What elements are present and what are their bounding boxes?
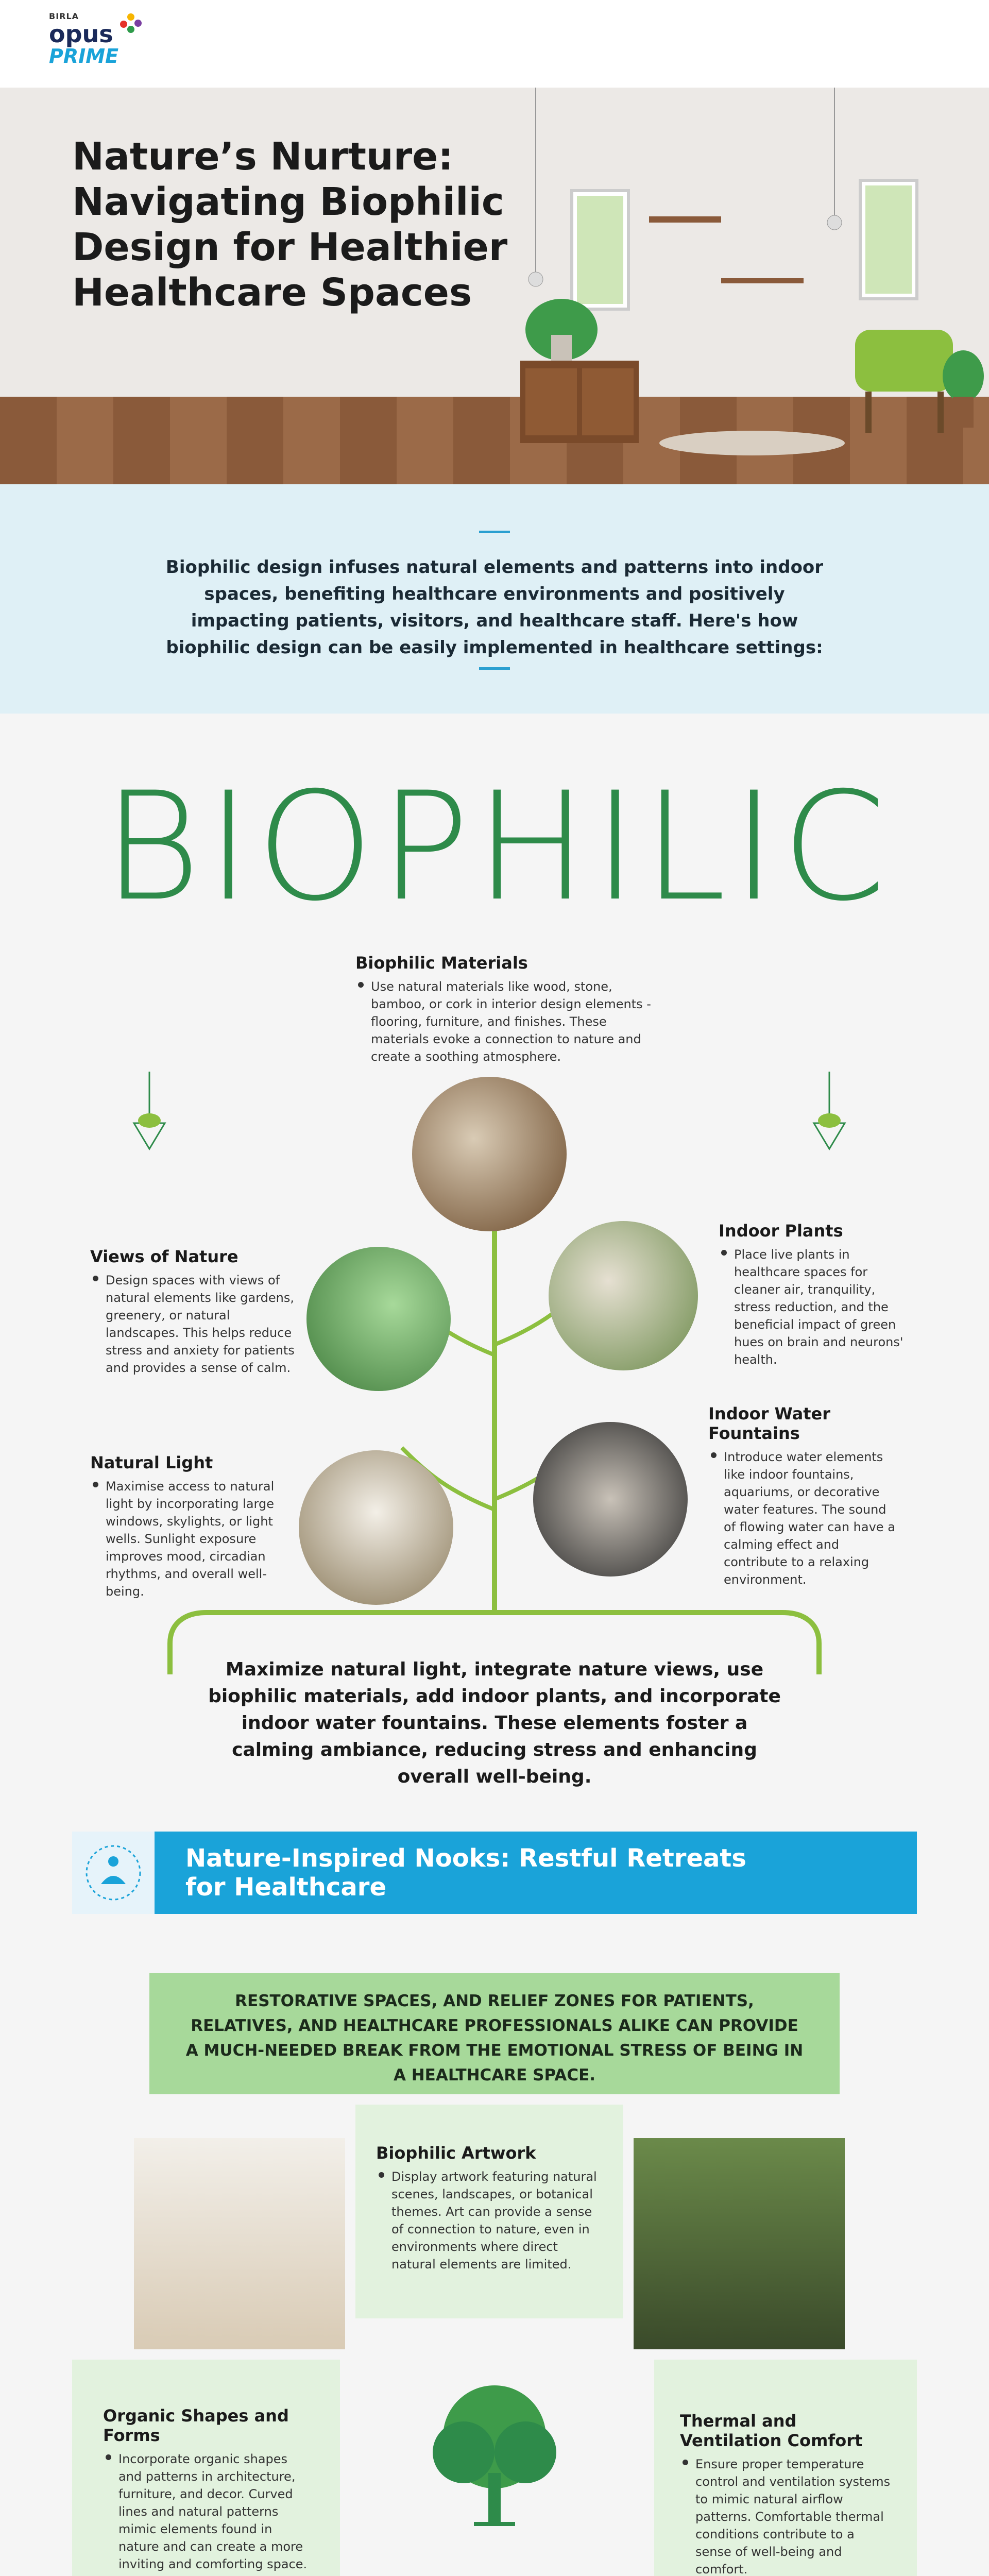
- thermal-title: Thermal and Ventilation Comfort: [680, 2411, 863, 2450]
- letter-c: C: [781, 760, 886, 934]
- plants-block: [719, 1221, 904, 1368]
- brand-top-text: BIRLA: [49, 11, 79, 21]
- intro-divider-bottom: [479, 667, 510, 670]
- letter-i3: I: [731, 760, 776, 934]
- hanging-plant-left-icon: [129, 1072, 170, 1159]
- letter-b: B: [103, 760, 201, 934]
- water-text: Introduce water elements like indoor fountains, aquariums, or decorative water features. The sound of flowing water can have a calming effect and contribute to a relaxing environment.: [708, 1448, 899, 1588]
- thermal-text: Ensure proper temperature control and ventilation systems to mimic natural airflow patterns. Comfortable thermal conditions contribute to a sense of well-being and comfort.: [680, 2455, 891, 2576]
- light-text: Maximise access to natural light by incorporating large windows, skylights, or light wells. Sunlight exposure improves mood, circadian rhythms, and overall well-being.: [90, 1478, 296, 1600]
- letter-o: O: [256, 760, 374, 934]
- vase-photo: [134, 2138, 345, 2349]
- intro-divider: [479, 531, 510, 533]
- hero-banner: [0, 88, 989, 484]
- tree-icon: [417, 2380, 572, 2535]
- intro-text: Biophilic design infuses natural elements and patterns into indoor spaces, benefiting healthcare environments and positively impacting patients, visitors, and healthcare staff. Here's how biophilic design can be easily implemented in healthcare settings:: [165, 557, 824, 658]
- letter-i2: I: [593, 760, 638, 934]
- hanging-plant-right-icon: [809, 1072, 850, 1159]
- nooks-top-text: RESTORATIVE SPACES, AND RELIEF ZONES FOR PATIENTS, RELATIVES, AND HEALTHCARE PROFESSIONALS ALIKE CAN PROVIDE A MUCH-NEEDED BREAK FROM THE EMOTIONAL STRESS OF BEING IN A HEALTHCARE SPACE.: [185, 1992, 804, 2084]
- organic-text: Incorporate organic shapes and patterns in architecture, furniture, and decor. Curved lines and natural patterns mimic elements found in nature and can create a more inviting and comforting space.: [103, 2450, 309, 2573]
- plants-text: Place live plants in healthcare spaces for cleaner air, tranquility, stress reduction, and the beneficial impact of green hues on brain and neurons' health.: [719, 1246, 904, 1368]
- light-photo: [299, 1450, 453, 1605]
- meditation-icon: [72, 1832, 155, 1914]
- nooks-header: [72, 1832, 917, 1914]
- plants-photo: [549, 1221, 698, 1370]
- light-title: Natural Light: [90, 1453, 213, 1472]
- biophilic-word: [103, 760, 886, 934]
- water-photo: [533, 1422, 688, 1577]
- materials-block: [355, 953, 664, 1065]
- hero-room-illustration: [464, 88, 989, 484]
- artwork-block: [376, 2143, 603, 2273]
- hero-title: Nature’s Nurture: Navigating Biophilic Design for Healthier Healthcare Spaces: [72, 134, 508, 315]
- water-block: [708, 1404, 899, 1588]
- organic-title: Organic Shapes and Forms: [103, 2406, 289, 2445]
- water-title: Indoor Water Fountains: [708, 1404, 831, 1443]
- logo-bar: [0, 0, 989, 88]
- artwork-text: Display artwork featuring natural scenes, landscapes, or botanical themes. Art can provide a sense of connection to nature, even in environments where direct natural elements are limited.: [376, 2168, 603, 2273]
- nooks-title: Nature-Inspired Nooks: Restful Retreats for Healthcare: [185, 1844, 746, 1902]
- materials-text: Use natural materials like wood, stone, bamboo, or cork in interior design elements - flooring, furniture, and finishes. These materials evoke a connection to nature and create a soothing atmosphere.: [355, 978, 664, 1065]
- letter-h: H: [475, 760, 588, 934]
- views-photo: [306, 1247, 451, 1391]
- materials-photo: [412, 1077, 567, 1231]
- letter-i: I: [206, 760, 251, 934]
- brand-logo[interactable]: [49, 11, 152, 78]
- artwork-title: Biophilic Artwork: [376, 2143, 536, 2163]
- plants-title: Indoor Plants: [719, 1221, 843, 1241]
- views-text: Design spaces with views of natural elements like gardens, greenery, or natural landscapes. This helps reduce stress and anxiety for patients and provides a sense of calm.: [90, 1272, 301, 1377]
- materials-title: Biophilic Materials: [355, 953, 528, 973]
- views-title: Views of Nature: [90, 1247, 238, 1266]
- garden-photo: [634, 2138, 845, 2349]
- letter-l: L: [643, 760, 726, 934]
- biophilic-summary: Maximize natural light, integrate nature views, use biophilic materials, add indoor plants, and incorporate indoor water fountains. These elements foster a calming ambiance, reducing stress and enhancing overall well-being.: [208, 1659, 781, 1787]
- nooks-icon-box: [72, 1832, 155, 1914]
- brand-sub-text: PRIME: [49, 45, 119, 67]
- thermal-block: [680, 2411, 891, 2576]
- organic-block: [103, 2406, 309, 2573]
- views-block: [90, 1247, 301, 1377]
- brand-name-text: opus: [49, 20, 113, 48]
- light-block: [90, 1453, 296, 1600]
- letter-p: P: [379, 760, 470, 934]
